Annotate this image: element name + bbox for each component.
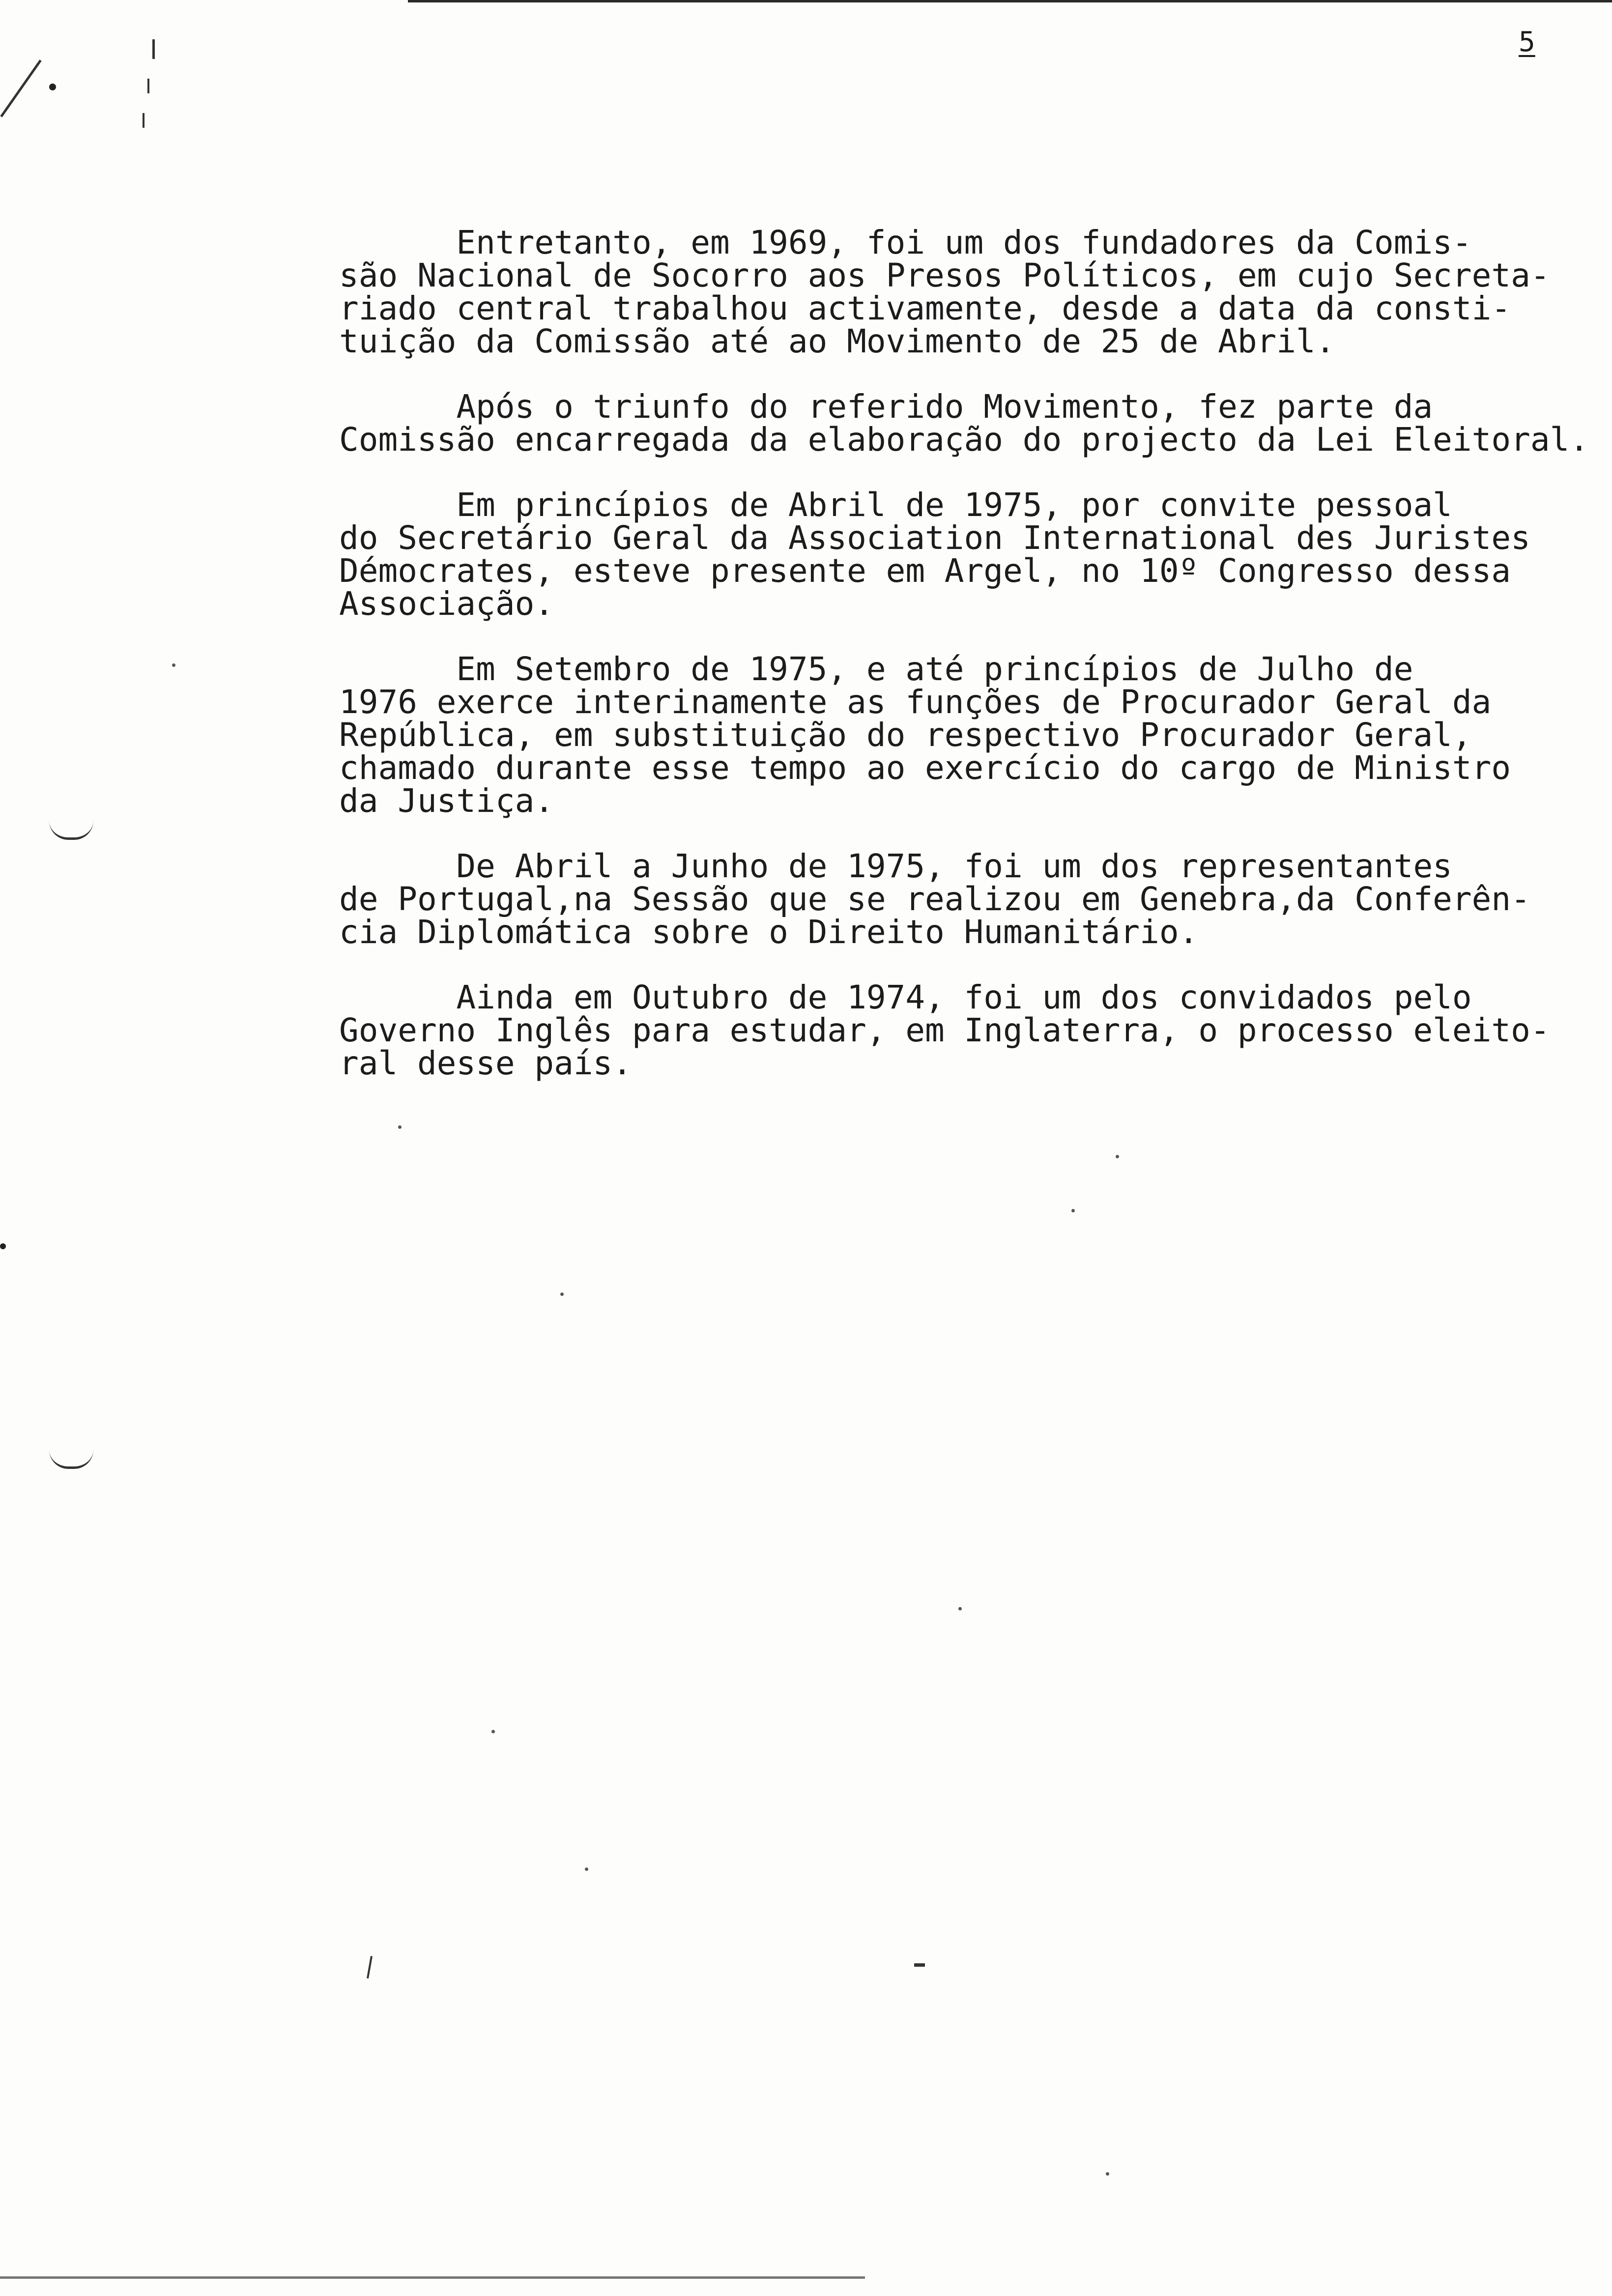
scan-dot <box>560 1292 564 1296</box>
scan-dot <box>398 1125 402 1129</box>
text-line: Démocrates, esteve presente em Argel, no 10º Congresso dessa <box>339 552 1511 590</box>
scan-dot <box>172 663 175 667</box>
text-line: da Justiça. <box>339 782 554 820</box>
page-number: 5 <box>1519 26 1535 58</box>
text-line: tuição da Comissão até ao Movimento de 25 de Abril. <box>339 322 1335 360</box>
text-line: Entretanto, em 1969, foi um dos fundadores da Comis- <box>339 224 1472 261</box>
scan-mark <box>367 1956 373 1979</box>
scan-mark <box>914 1963 925 1967</box>
text-line: República, em substituição do respectivo Procurador Geral, <box>339 716 1472 754</box>
text-line: De Abril a Junho de 1975, foi um dos representantes <box>339 847 1452 885</box>
text-line: Comissão encarregada da elaboração do projecto da Lei Eleitoral. <box>339 421 1589 459</box>
text-line: ral desse país. <box>339 1044 633 1082</box>
text-line: do Secretário Geral da Association International des Juristes <box>339 519 1530 557</box>
document-body <box>339 226 1607 1112</box>
text-line: são Nacional de Socorro aos Presos Políticos, em cujo Secreta- <box>339 257 1550 294</box>
scan-dot <box>491 1730 495 1733</box>
text-line: Governo Inglês para estudar, em Inglaterra, o processo eleito- <box>339 1011 1550 1049</box>
text-line: Ainda em Outubro de 1974, foi um dos convidados pelo <box>339 978 1472 1016</box>
scan-dot <box>958 1607 962 1610</box>
scan-mark <box>147 79 149 93</box>
text-line: 1976 exerce interinamente as funções de Procurador Geral da <box>339 683 1492 721</box>
scan-mark <box>143 113 144 128</box>
text-line: chamado durante esse tempo ao exercício do cargo de Ministro <box>339 749 1511 787</box>
top-rule <box>408 0 1612 2</box>
paragraph <box>339 650 1607 820</box>
paragraph <box>339 978 1607 1082</box>
text-line: riado central trabalhou activamente, desde a data da consti- <box>339 289 1511 327</box>
scan-dot <box>1071 1209 1075 1212</box>
text-line: cia Diplomática sobre o Direito Humanitário. <box>339 913 1199 951</box>
scan-dot <box>0 1243 6 1249</box>
paragraph <box>339 388 1607 459</box>
text-line: Associação. <box>339 585 554 623</box>
scan-dot <box>585 1867 588 1871</box>
paragraph <box>339 847 1607 951</box>
paragraph <box>339 226 1607 358</box>
text-line: Após o triunfo do referido Movimento, fez parte da <box>339 388 1433 426</box>
scan-dot <box>49 84 56 90</box>
text-line: Em princípios de Abril de 1975, por convite pessoal <box>339 486 1452 524</box>
bottom-rule <box>0 2276 865 2279</box>
scan-mark <box>152 39 155 59</box>
scan-curve <box>49 821 93 840</box>
scan-dot <box>1116 1155 1119 1158</box>
text-line: Em Setembro de 1975, e até princípios de Julho de <box>339 650 1413 688</box>
paragraph <box>339 486 1607 623</box>
text-line: de Portugal,na Sessão que se realizou em Genebra,da Conferên- <box>339 880 1530 918</box>
scan-mark <box>0 59 41 117</box>
scan-curve <box>49 1450 93 1469</box>
scan-dot <box>1106 2172 1109 2176</box>
